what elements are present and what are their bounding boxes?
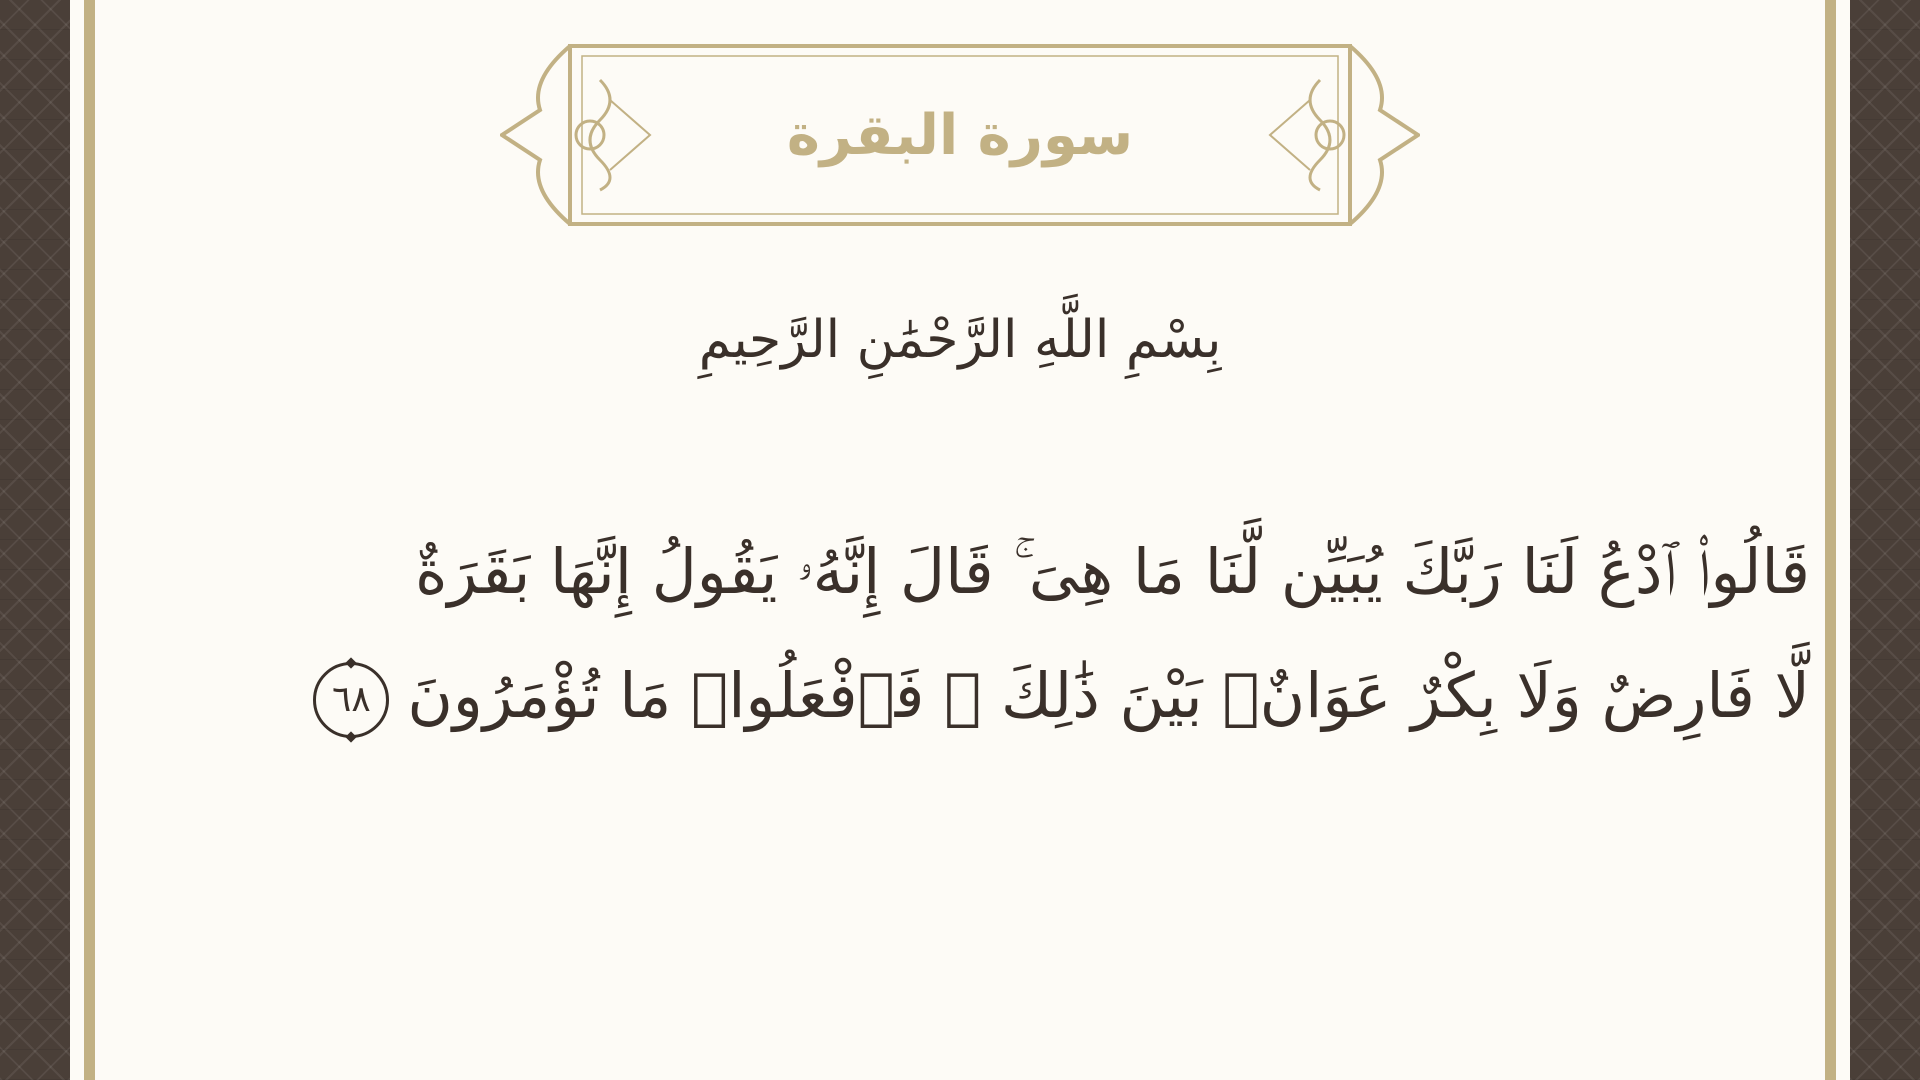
verse-line-1: قَالُوا۟ ٱدْعُ لَنَا رَبَّكَ يُبَيِّن لَّنَا مَا هِىَ ۚ قَالَ إِنَّهُۥ يَقُولُ إِنَّهَا بَقَرَةٌ bbox=[415, 535, 1810, 608]
ayah-number-marker: ٦٨ bbox=[313, 662, 389, 738]
right-gold-rule bbox=[1825, 0, 1836, 1080]
left-gold-rule bbox=[84, 0, 95, 1080]
verse-line-2 bbox=[332, 634, 1810, 758]
verse-text bbox=[332, 510, 1810, 758]
left-ornamental-border bbox=[0, 0, 70, 1080]
surah-title: سورة البقرة bbox=[786, 102, 1134, 168]
verse-line-2-text: لَّا فَارِضٌ وَلَا بِكْرٌ عَوَانٌۢ بَيْنَ ذَٰلِكَ ۖ فَٱفْعَلُوا۟ مَا تُؤْمَرُونَ bbox=[407, 659, 1810, 732]
basmala: بِسْمِ اللَّهِ الرَّحْمَٰنِ الرَّحِيمِ bbox=[698, 310, 1222, 370]
right-ornamental-border bbox=[1850, 0, 1920, 1080]
surah-title-frame bbox=[500, 40, 1420, 230]
